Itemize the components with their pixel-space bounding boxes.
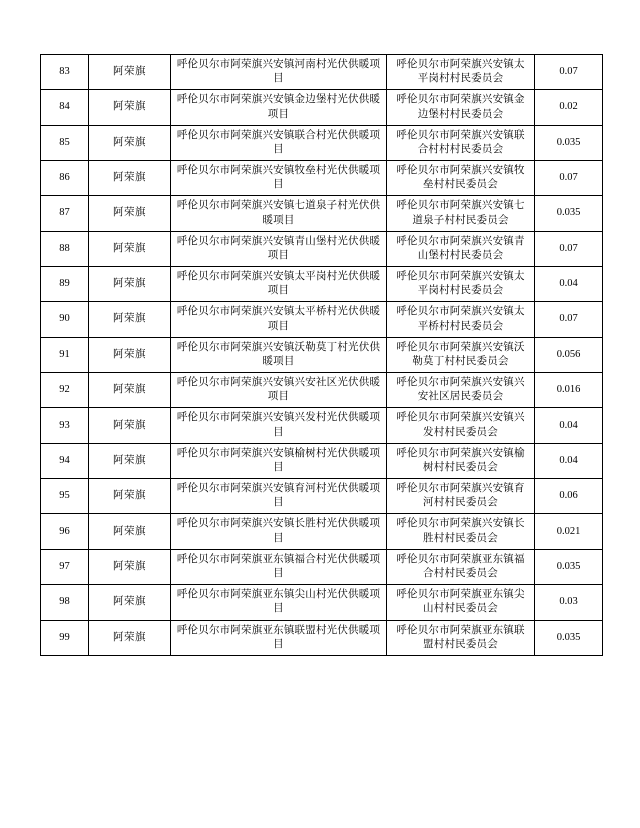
table-row bbox=[41, 161, 603, 196]
row-capacity: 0.07 bbox=[535, 161, 603, 196]
row-region: 阿荣旗 bbox=[89, 373, 171, 408]
row-index: 88 bbox=[41, 231, 89, 266]
row-capacity: 0.016 bbox=[535, 373, 603, 408]
row-project-name: 呼伦贝尔市阿荣旗兴安镇河南村光伏供暖项目 bbox=[171, 55, 387, 90]
row-region: 阿荣旗 bbox=[89, 337, 171, 372]
row-region: 阿荣旗 bbox=[89, 55, 171, 90]
row-project-owner: 呼伦贝尔市阿荣旗亚东镇联盟村村民委员会 bbox=[387, 620, 535, 655]
row-project-owner: 呼伦贝尔市阿荣旗兴安镇兴发村村民委员会 bbox=[387, 408, 535, 443]
row-capacity: 0.07 bbox=[535, 302, 603, 337]
table-row bbox=[41, 479, 603, 514]
project-table-container bbox=[40, 54, 602, 656]
row-index: 98 bbox=[41, 585, 89, 620]
row-capacity: 0.06 bbox=[535, 479, 603, 514]
row-project-owner: 呼伦贝尔市阿荣旗兴安镇太平岗村村民委员会 bbox=[387, 267, 535, 302]
row-index: 92 bbox=[41, 373, 89, 408]
table-row bbox=[41, 337, 603, 372]
row-project-owner: 呼伦贝尔市阿荣旗兴安镇长胜村村民委员会 bbox=[387, 514, 535, 549]
row-project-owner: 呼伦贝尔市阿荣旗亚东镇福合村村民委员会 bbox=[387, 549, 535, 584]
row-region: 阿荣旗 bbox=[89, 125, 171, 160]
row-project-name: 呼伦贝尔市阿荣旗兴安镇育河村光伏供暖项目 bbox=[171, 479, 387, 514]
row-project-name: 呼伦贝尔市阿荣旗兴安镇沃勒莫丁村光伏供暖项目 bbox=[171, 337, 387, 372]
row-project-owner: 呼伦贝尔市阿荣旗兴安镇金边堡村村民委员会 bbox=[387, 90, 535, 125]
row-index: 91 bbox=[41, 337, 89, 372]
row-project-owner: 呼伦贝尔市阿荣旗兴安镇育河村村民委员会 bbox=[387, 479, 535, 514]
row-project-owner: 呼伦贝尔市阿荣旗兴安镇青山堡村村民委员会 bbox=[387, 231, 535, 266]
project-table-body bbox=[41, 55, 603, 656]
row-capacity: 0.03 bbox=[535, 585, 603, 620]
row-project-name: 呼伦贝尔市阿荣旗兴安镇榆树村光伏供暖项目 bbox=[171, 443, 387, 478]
row-region: 阿荣旗 bbox=[89, 443, 171, 478]
row-index: 85 bbox=[41, 125, 89, 160]
row-index: 90 bbox=[41, 302, 89, 337]
row-capacity: 0.035 bbox=[535, 549, 603, 584]
table-row bbox=[41, 408, 603, 443]
row-capacity: 0.07 bbox=[535, 55, 603, 90]
table-row bbox=[41, 373, 603, 408]
table-row bbox=[41, 231, 603, 266]
row-region: 阿荣旗 bbox=[89, 161, 171, 196]
row-project-name: 呼伦贝尔市阿荣旗兴安镇太平岗村光伏供暖项目 bbox=[171, 267, 387, 302]
row-project-owner: 呼伦贝尔市阿荣旗亚东镇尖山村村民委员会 bbox=[387, 585, 535, 620]
row-index: 99 bbox=[41, 620, 89, 655]
row-region: 阿荣旗 bbox=[89, 479, 171, 514]
row-index: 93 bbox=[41, 408, 89, 443]
row-project-name: 呼伦贝尔市阿荣旗兴安镇青山堡村光伏供暖项目 bbox=[171, 231, 387, 266]
row-index: 83 bbox=[41, 55, 89, 90]
row-region: 阿荣旗 bbox=[89, 620, 171, 655]
row-capacity: 0.056 bbox=[535, 337, 603, 372]
row-project-owner: 呼伦贝尔市阿荣旗兴安镇太平桥村村民委员会 bbox=[387, 302, 535, 337]
table-row bbox=[41, 514, 603, 549]
row-project-owner: 呼伦贝尔市阿荣旗兴安镇兴安社区居民委员会 bbox=[387, 373, 535, 408]
row-capacity: 0.04 bbox=[535, 443, 603, 478]
row-index: 95 bbox=[41, 479, 89, 514]
table-row bbox=[41, 302, 603, 337]
row-project-name: 呼伦贝尔市阿荣旗亚东镇福合村光伏供暖项目 bbox=[171, 549, 387, 584]
row-index: 94 bbox=[41, 443, 89, 478]
row-project-owner: 呼伦贝尔市阿荣旗兴安镇七道泉子村村民委员会 bbox=[387, 196, 535, 231]
row-project-name: 呼伦贝尔市阿荣旗兴安镇牧垒村光伏供暖项目 bbox=[171, 161, 387, 196]
row-region: 阿荣旗 bbox=[89, 90, 171, 125]
table-row bbox=[41, 620, 603, 655]
row-project-name: 呼伦贝尔市阿荣旗兴安镇联合村光伏供暖项目 bbox=[171, 125, 387, 160]
row-project-name: 呼伦贝尔市阿荣旗兴安镇长胜村光伏供暖项目 bbox=[171, 514, 387, 549]
row-capacity: 0.07 bbox=[535, 231, 603, 266]
row-project-name: 呼伦贝尔市阿荣旗兴安镇七道泉子村光伏供暖项目 bbox=[171, 196, 387, 231]
row-index: 86 bbox=[41, 161, 89, 196]
row-capacity: 0.021 bbox=[535, 514, 603, 549]
row-capacity: 0.04 bbox=[535, 408, 603, 443]
row-project-name: 呼伦贝尔市阿荣旗兴安镇太平桥村光伏供暖项目 bbox=[171, 302, 387, 337]
table-row bbox=[41, 125, 603, 160]
row-capacity: 0.035 bbox=[535, 196, 603, 231]
row-project-name: 呼伦贝尔市阿荣旗亚东镇尖山村光伏供暖项目 bbox=[171, 585, 387, 620]
row-region: 阿荣旗 bbox=[89, 267, 171, 302]
row-capacity: 0.02 bbox=[535, 90, 603, 125]
project-list-table bbox=[40, 54, 603, 656]
table-row bbox=[41, 55, 603, 90]
row-capacity: 0.035 bbox=[535, 620, 603, 655]
row-capacity: 0.04 bbox=[535, 267, 603, 302]
row-project-name: 呼伦贝尔市阿荣旗兴安镇兴发村光伏供暖项目 bbox=[171, 408, 387, 443]
table-row bbox=[41, 443, 603, 478]
row-project-owner: 呼伦贝尔市阿荣旗兴安镇榆树村村民委员会 bbox=[387, 443, 535, 478]
table-row bbox=[41, 267, 603, 302]
row-region: 阿荣旗 bbox=[89, 585, 171, 620]
row-project-owner: 呼伦贝尔市阿荣旗兴安镇联合村村村民委员会 bbox=[387, 125, 535, 160]
row-project-owner: 呼伦贝尔市阿荣旗兴安镇太平岗村村民委员会 bbox=[387, 55, 535, 90]
row-project-owner: 呼伦贝尔市阿荣旗兴安镇牧垒村村民委员会 bbox=[387, 161, 535, 196]
row-index: 87 bbox=[41, 196, 89, 231]
row-project-owner: 呼伦贝尔市阿荣旗兴安镇沃勒莫丁村村民委员会 bbox=[387, 337, 535, 372]
row-region: 阿荣旗 bbox=[89, 231, 171, 266]
table-row bbox=[41, 549, 603, 584]
table-row bbox=[41, 90, 603, 125]
row-project-name: 呼伦贝尔市阿荣旗兴安镇兴安社区光伏供暖项目 bbox=[171, 373, 387, 408]
row-index: 96 bbox=[41, 514, 89, 549]
table-row bbox=[41, 585, 603, 620]
row-capacity: 0.035 bbox=[535, 125, 603, 160]
row-region: 阿荣旗 bbox=[89, 549, 171, 584]
row-project-name: 呼伦贝尔市阿荣旗兴安镇金边堡村光伏供暖项目 bbox=[171, 90, 387, 125]
row-project-name: 呼伦贝尔市阿荣旗亚东镇联盟村光伏供暖项目 bbox=[171, 620, 387, 655]
row-index: 84 bbox=[41, 90, 89, 125]
row-region: 阿荣旗 bbox=[89, 514, 171, 549]
row-region: 阿荣旗 bbox=[89, 408, 171, 443]
row-index: 89 bbox=[41, 267, 89, 302]
row-index: 97 bbox=[41, 549, 89, 584]
row-region: 阿荣旗 bbox=[89, 196, 171, 231]
table-row bbox=[41, 196, 603, 231]
row-region: 阿荣旗 bbox=[89, 302, 171, 337]
